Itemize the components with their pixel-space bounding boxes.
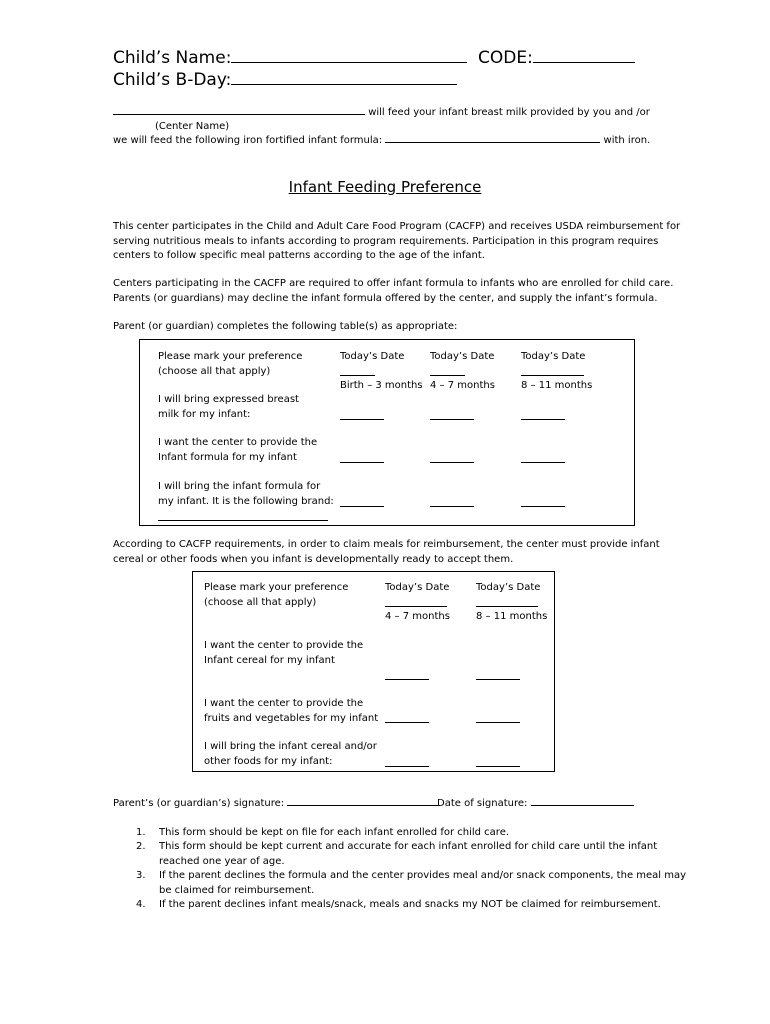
table1-date-label-2: Today’s Date xyxy=(430,351,495,362)
note-item xyxy=(159,826,509,841)
note-line: reached one year of age. xyxy=(159,855,285,867)
table1-row-line: milk for my infant: xyxy=(158,408,251,420)
table1-row-line: my infant. It is the following brand: xyxy=(158,495,334,507)
breastmilk-mark-8-11[interactable] xyxy=(521,419,565,420)
table1-date-label-1: Today’s Date xyxy=(340,351,405,362)
intro-line-1 xyxy=(113,106,650,120)
table1-age-3: 8 – 11 months xyxy=(521,380,593,391)
center-name-field[interactable] xyxy=(113,114,365,115)
table2-row-own-foods xyxy=(204,740,377,769)
code-line xyxy=(478,48,635,68)
note-line: If the parent declines the formula and the center provides meal and/or snack components, the meal may xyxy=(159,870,687,881)
table1-row-line: I will bring expressed breast xyxy=(158,394,299,405)
formula-brand-field[interactable] xyxy=(385,142,600,143)
table1-age-2: 4 – 7 months xyxy=(430,380,495,391)
table1-row-line: Infant formula for my infant xyxy=(158,451,297,463)
paragraph-line: serving nutritious meals to infants according to program requirements. Participation in this program requires xyxy=(113,235,659,247)
table2-date-field-1[interactable] xyxy=(385,606,447,607)
table2-row-fruits-vegetables xyxy=(204,697,378,726)
table2-age-2: 8 – 11 months xyxy=(476,611,548,622)
fruits-mark-4-7[interactable] xyxy=(385,722,429,723)
code-label: CODE: xyxy=(478,48,533,68)
table2-row-line: I want the center to provide the xyxy=(204,640,364,651)
signature-label: Parent’s (or guardian’s) signature: xyxy=(113,798,285,809)
child-bday-field[interactable] xyxy=(231,84,457,85)
table2-row-line: I will bring the infant cereal and/or xyxy=(204,741,377,752)
paragraph-formula xyxy=(113,277,673,306)
own-formula-mark-birth[interactable] xyxy=(340,506,384,507)
table1-header-line: (choose all that apply) xyxy=(158,365,271,377)
table1-age-1: Birth – 3 months xyxy=(340,380,423,391)
paragraph-line: centers to follow specific meal patterns according to the age of the infant. xyxy=(113,250,485,261)
table2-row-line: I want the center to provide the xyxy=(204,698,364,709)
paragraph-line: cereal or other foods when you infant is developmentally ready to accept them. xyxy=(113,553,514,565)
child-name-label: Child’s Name: xyxy=(113,48,232,68)
child-bday-label: Child’s B-Day: xyxy=(113,70,232,90)
table2-row-line: fruits and vegetables for my infant xyxy=(204,712,379,724)
note-number: 4. xyxy=(136,899,146,910)
note-item xyxy=(159,869,686,898)
paragraph-program xyxy=(113,220,680,264)
note-item xyxy=(159,898,661,913)
table1-row-line: I will bring the infant formula for xyxy=(158,481,321,492)
table1-row-line: I want the center to provide the xyxy=(158,437,318,448)
table2-row-cereal xyxy=(204,639,363,668)
breastmilk-mark-4-7[interactable] xyxy=(430,419,474,420)
code-field[interactable] xyxy=(533,62,635,63)
table2-row-line: Infant cereal for my infant xyxy=(204,654,335,666)
table1-date-label-3: Today’s Date xyxy=(521,351,586,362)
paragraph-line: Centers participating in the CACFP are required to offer infant formula to infants who are enrolled for child care. xyxy=(113,278,674,289)
signature-date-field[interactable] xyxy=(531,805,634,806)
note-number: 3. xyxy=(136,870,146,881)
table1-header xyxy=(158,350,302,379)
own-formula-mark-8-11[interactable] xyxy=(521,506,565,507)
center-formula-mark-4-7[interactable] xyxy=(430,462,474,463)
note-number: 1. xyxy=(136,827,146,838)
intro-line-3-prefix: we will feed the following iron fortified infant formula: xyxy=(113,135,383,146)
table1-row-breastmilk xyxy=(158,393,299,422)
note-line: This form should be kept current and accurate for each infant enrolled for child care until the infant xyxy=(159,841,658,852)
child-bday-line xyxy=(113,70,457,90)
breastmilk-mark-birth[interactable] xyxy=(340,419,384,420)
paragraph-line: This center participates in the Child and Adult Care Food Program (CACFP) and receives USDA reimbursement for xyxy=(113,221,681,232)
table2-header-line: Please mark your preference xyxy=(204,582,349,593)
note-number: 2. xyxy=(136,841,146,852)
page-title: Infant Feeding Preference xyxy=(288,178,482,196)
table1-row-center-formula xyxy=(158,436,317,465)
table2-header-line: (choose all that apply) xyxy=(204,596,317,608)
cereal-mark-4-7[interactable] xyxy=(385,679,429,680)
own-foods-mark-8-11[interactable] xyxy=(476,766,520,767)
table1-date-field-1[interactable] xyxy=(340,375,375,376)
child-name-field[interactable] xyxy=(231,62,467,63)
intro-line-1-text: will feed your infant breast milk provided by you and /or xyxy=(368,107,650,118)
table2-header xyxy=(204,581,348,610)
formula-brand-input[interactable] xyxy=(158,520,328,521)
signature-field[interactable] xyxy=(287,805,440,806)
center-formula-mark-8-11[interactable] xyxy=(521,462,565,463)
table2-row-line: other foods for my infant: xyxy=(204,755,333,767)
paragraph-line: Parents (or guardians) may decline the infant formula offered by the center, and supply the infant’s formula. xyxy=(113,292,658,304)
note-line: This form should be kept on file for each infant enrolled for child care. xyxy=(159,827,510,838)
intro-line-3 xyxy=(113,134,650,148)
table1-date-field-2[interactable] xyxy=(430,375,465,376)
own-foods-mark-4-7[interactable] xyxy=(385,766,429,767)
paragraph-instructions: Parent (or guardian) completes the following table(s) as appropriate: xyxy=(113,321,458,332)
child-name-line xyxy=(113,48,467,68)
note-item xyxy=(159,840,657,869)
table2-date-field-2[interactable] xyxy=(476,606,538,607)
own-formula-mark-4-7[interactable] xyxy=(430,506,474,507)
table1-row-own-formula xyxy=(158,480,334,509)
cereal-mark-8-11[interactable] xyxy=(476,679,520,680)
center-name-caption: (Center Name) xyxy=(155,121,230,132)
table2-date-label-1: Today’s Date xyxy=(385,582,450,593)
table1-date-field-3[interactable] xyxy=(521,375,584,376)
table1-header-line: Please mark your preference xyxy=(158,351,303,362)
signature-date-label: Date of signature: xyxy=(437,798,528,809)
table2-age-1: 4 – 7 months xyxy=(385,611,450,622)
table2-date-label-2: Today’s Date xyxy=(476,582,541,593)
center-formula-mark-birth[interactable] xyxy=(340,462,384,463)
signature-date-line xyxy=(437,797,634,811)
note-line: be claimed for reimbursement. xyxy=(159,884,315,896)
paragraph-cereal xyxy=(113,538,660,567)
fruits-mark-8-11[interactable] xyxy=(476,722,520,723)
intro-line-3-suffix: with iron. xyxy=(603,135,651,146)
signature-line xyxy=(113,797,440,811)
note-line: If the parent declines infant meals/snack, meals and snacks my NOT be claimed for reimbursement. xyxy=(159,899,661,910)
paragraph-line: According to CACFP requirements, in order to claim meals for reimbursement, the center must provide infant xyxy=(113,539,660,550)
